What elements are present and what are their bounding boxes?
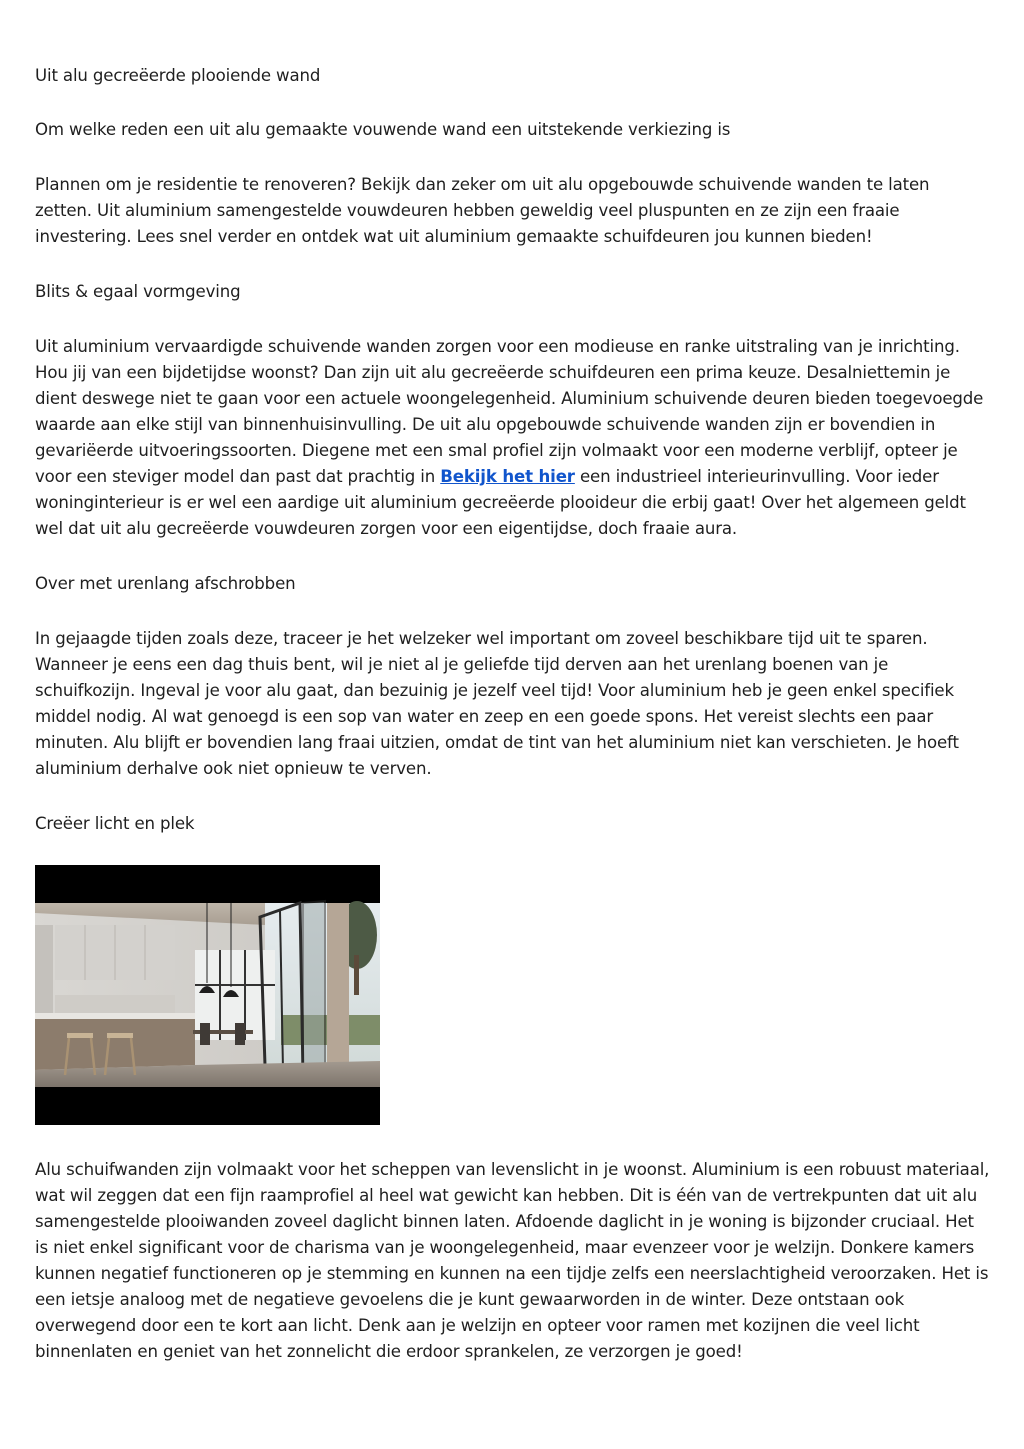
section-body-licht: Alu schuifwanden zijn volmaakt voor het scheppen van levenslicht in je woonst. Aluminium is een robuust materiaal, wat wil zeggen dat een fijn raamprofiel al heel wat gewicht kan hebben. Dit is één van de vertrekpunten dat uit alu samengestelde plooiwanden zoveel daglicht binnen laten. Afdoende daglicht in je woning is bijzonder cruciaal. Het is niet enkel significant voor de charisma van je woongelegenheid, maar evenzeer voor je welzijn. Donkere kamers kunnen negatief functioneren op je stemming en kunnen na een tijdje zelfs een neerslachtigheid veroorzaken. Het is een ietsje analoog met de negatieve gevoelens die je kunt gewaarworden in de winter. Deze ontstaan ook overwegend door een te kort aan licht. Denk aan je welzijn en opteer voor ramen met kozijnen die veel licht binnenlaten en geniet van het zonnelicht die erdoor sprankelen, ze verzorgen je goed! — [35, 1160, 990, 1361]
interior-photo-illustration — [35, 865, 380, 1125]
body-text-after-link: een industrieel interieurinvulling. Voor ieder woninginterieur is er wel een aardige uit aluminium gecreëerde plooideur die erbij gaat! Over het algemeen geldt wel dat uit alu gecreëerde vouwdeuren zorgen voor een eigentijdse, doch fraaie aura. — [35, 467, 966, 538]
section-heading-licht: Creëer licht en plek — [35, 814, 195, 833]
intro-paragraph: Plannen om je residentie te renoveren? Bekijk dan zeker om uit alu opgebouwde schuivende wanden te laten zetten. Uit aluminium samengestelde vouwdeuren hebben geweldig veel pluspunten en ze zijn een fraaie investering. Lees snel verder en ontdek wat uit aluminium gemaakte schuifdeuren jou kunnen bieden! — [35, 175, 930, 246]
body-text-before-link: Uit aluminium vervaardigde schuivende wanden zorgen voor een modieuse en ranke uitstraling van je inrichting. Hou jij van een bijdetijdse woonst? Dan zijn uit alu gecreëerde schuifdeuren een prima keuze. Desalniettemin je dient deswege niet te gaan voor een actuele woongelegenheid. Aluminium schuivende deuren bieden toegevoegde waarde aan elke stijl van binnenhuisinvulling. De uit alu opgebouwde schuivende wanden zijn er bovendien in gevariëerde uitvoeringssoorten. Diegene met een smal profiel zijn volmaakt voor een moderne verblijf, opteer je voor een steviger model dan past dat prachtig in — [35, 337, 984, 486]
section-body-afschrobben: In gejaagde tijden zoals deze, traceer je het welzeker wel important om zoveel beschikbare tijd uit te sparen. Wanneer je eens een dag thuis bent, wil je niet al je geliefde tijd derven aan het urenlang boenen van je schuifkozijn. Ingeval je voor alu gaat, dan bezuinig je jezelf veel tijd! Voor aluminium heb je geen enkel specifiek middel nodig. Al wat genoegd is een sop van water en zeep en een goede spons. Het vereist slechts een paar minuten. Alu blijft er bovendien lang fraai uitzien, omdat de tint van het aluminium niet kan verschieten. Je hoeft aluminium derhalve ook niet opnieuw te verven. — [35, 629, 959, 778]
section-body-vormgeving — [35, 334, 990, 542]
document-title: Uit alu gecreëerde plooiende wand — [35, 66, 321, 85]
document-page — [35, 63, 990, 1365]
interior-photo — [35, 865, 380, 1125]
section-heading-afschrobben: Over met urenlang afschrobben — [35, 574, 296, 593]
document-subtitle: Om welke reden een uit alu gemaakte vouwende wand een uitstekende verkiezing is — [35, 120, 731, 139]
bekijk-het-hier-link[interactable]: Bekijk het hier — [440, 467, 575, 486]
section-heading-vormgeving: Blits & egaal vormgeving — [35, 282, 241, 301]
